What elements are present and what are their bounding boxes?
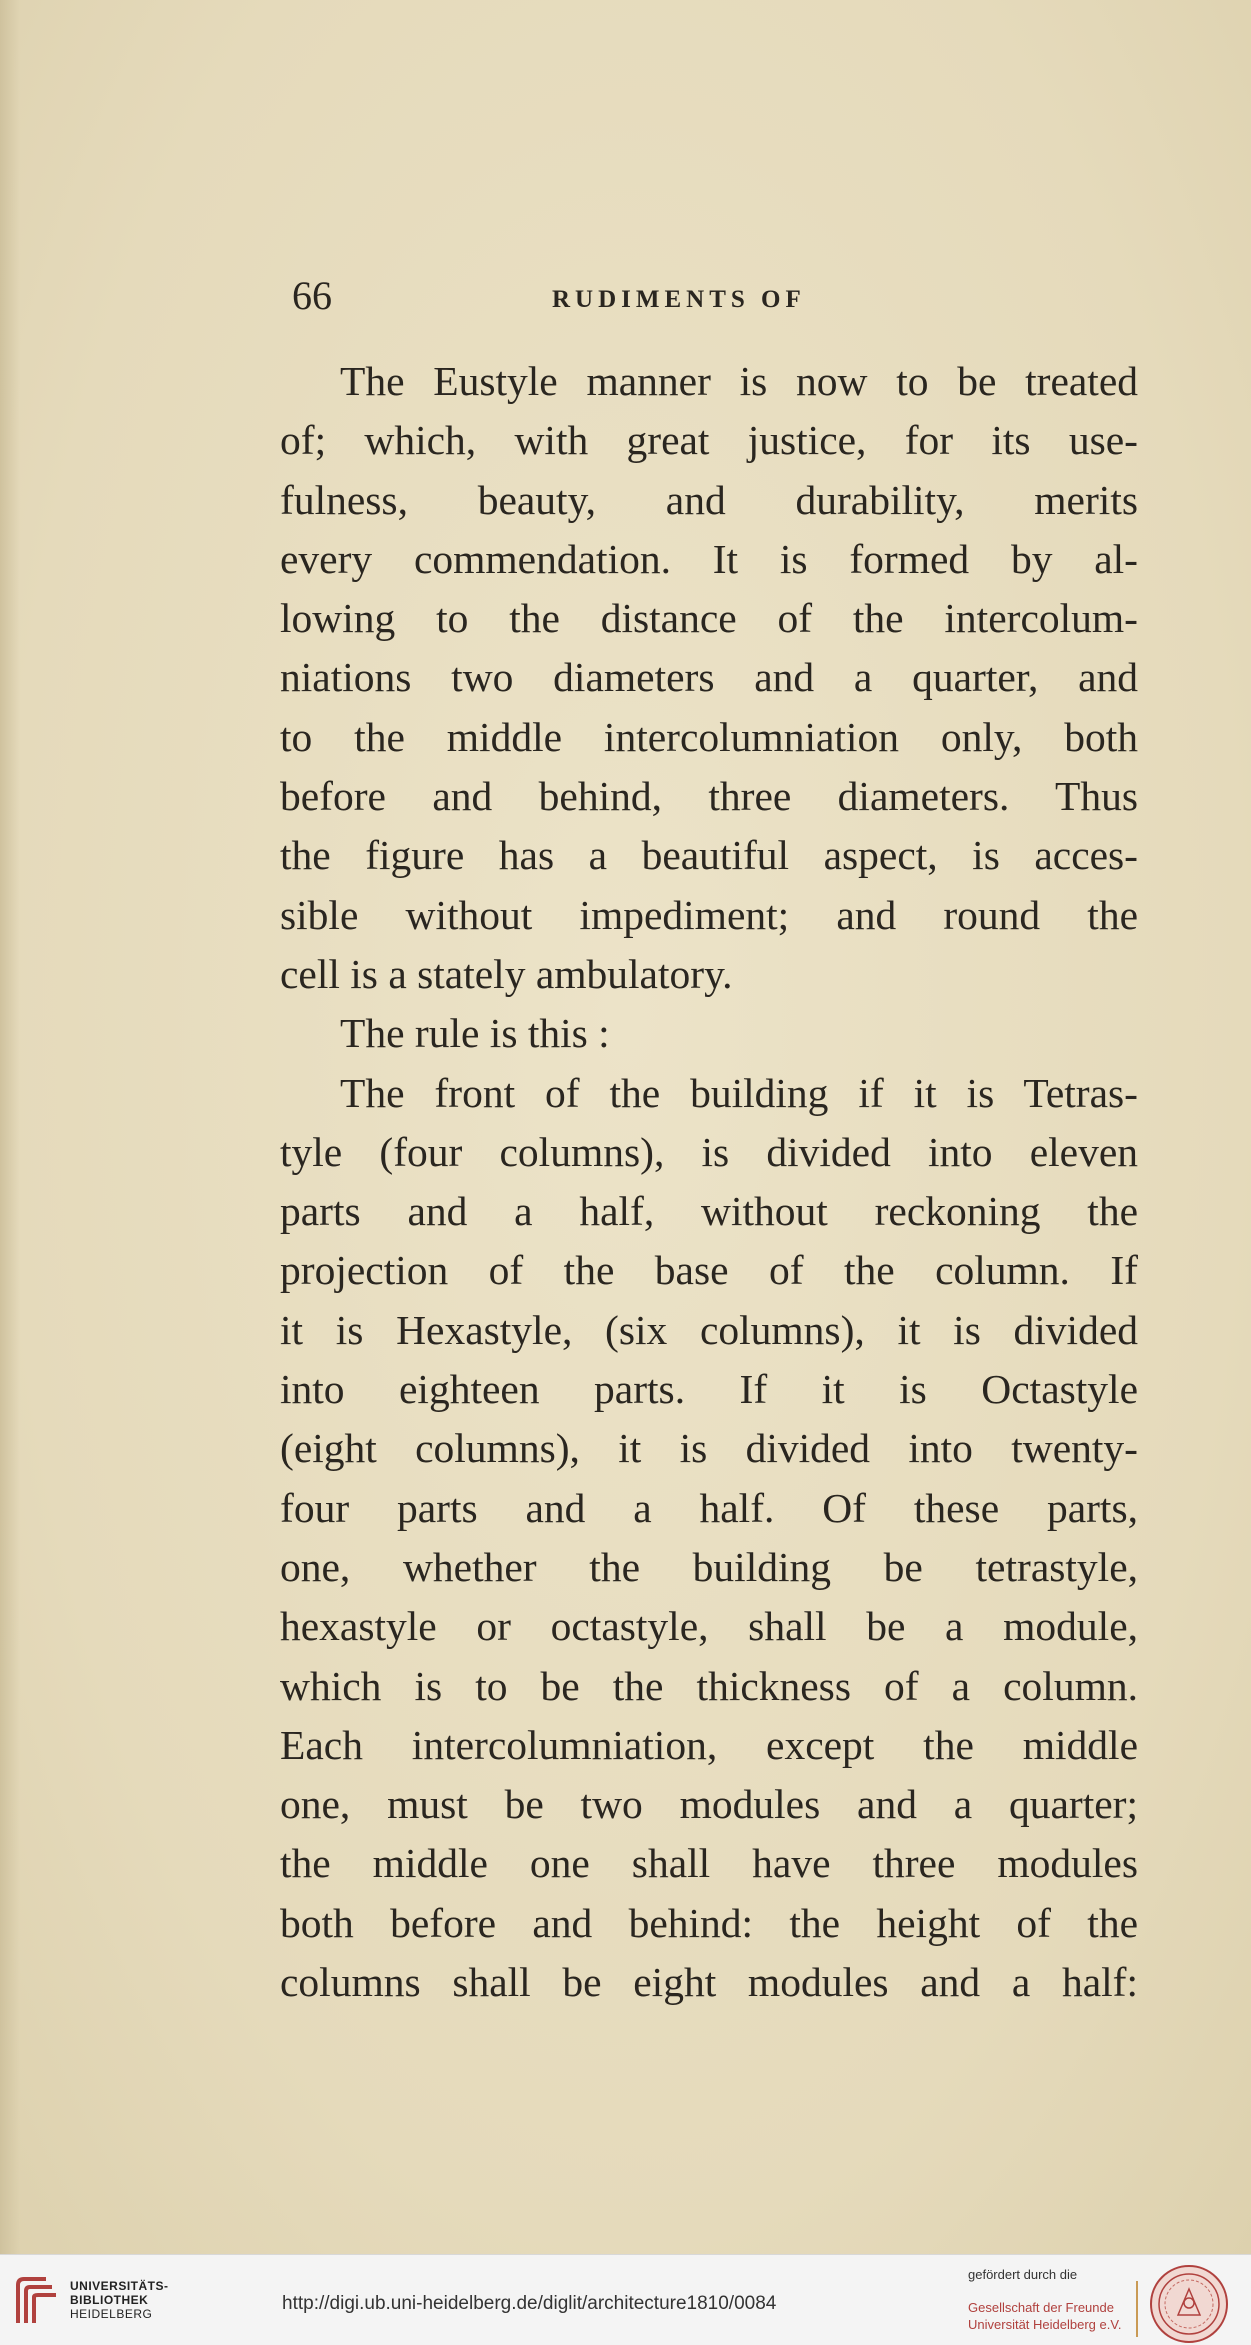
text-line: Each intercolumniation, except the middle <box>280 1721 1138 1768</box>
text-line: before and behind, three diameters. Thus <box>280 773 1138 820</box>
library-name-line: BIBLIOTHEK <box>70 2293 149 2307</box>
text-line: tyle (four columns), is divided into eleven <box>280 1128 1138 1175</box>
text-line: cell is a stately ambulatory. <box>280 950 733 997</box>
text-line: one, whether the building be tetrastyle, <box>280 1543 1138 1590</box>
page-header <box>282 272 1132 332</box>
body-text <box>280 352 1138 2012</box>
text-line: The Eustyle manner is now to be treated <box>340 358 1138 404</box>
text-line: the figure has a beautiful aspect, is acces- <box>280 832 1138 879</box>
sponsor-name-line: Gesellschaft der Freunde <box>968 2300 1114 2315</box>
text-line: both before and behind: the height of the <box>280 1899 1138 1946</box>
text-line: of; which, with great justice, for its use- <box>280 417 1138 464</box>
viewer-footer <box>0 2254 1251 2345</box>
text-line: projection of the base of the column. If <box>280 1247 1138 1294</box>
permalink-url[interactable]: http://digi.ub.uni-heidelberg.de/diglit/architecture1810/0084 <box>282 2293 777 2314</box>
text-line: lowing to the distance of the intercolum- <box>280 595 1138 642</box>
sponsor-label: gefördert durch die <box>968 2267 1078 2282</box>
text-line: the middle one shall have three modules <box>280 1840 1138 1887</box>
library-name <box>70 2279 169 2321</box>
sponsor-divider <box>1136 2281 1138 2337</box>
text-line: to the middle intercolumniation only, both <box>280 713 1138 760</box>
text-line: The rule is this : <box>340 1010 610 1057</box>
text-line: hexastyle or octastyle, shall be a module, <box>280 1603 1138 1650</box>
text-line: into eighteen parts. If it is Octastyle <box>280 1366 1138 1413</box>
text-line: The front of the building if it is Tetras- <box>340 1069 1138 1116</box>
text-line: fulness, beauty, and durability, merits <box>280 476 1138 523</box>
text-line: niations two diameters and a quarter, and <box>280 654 1138 701</box>
text-line: one, must be two modules and a quarter; <box>280 1781 1138 1828</box>
text-line: parts and a half, without reckoning the <box>280 1188 1138 1235</box>
text-line: (eight columns), it is divided into twenty- <box>280 1425 1138 1472</box>
text-line: columns shall be eight modules and a half: <box>280 1959 1138 2006</box>
university-seal-icon <box>1148 2263 1230 2345</box>
page-number: 66 <box>292 273 332 318</box>
university-library-logo-icon[interactable] <box>12 2273 60 2329</box>
text-line: four parts and a half. Of these parts, <box>280 1484 1138 1531</box>
text-line: which is to be the thickness of a column. <box>280 1662 1138 1709</box>
text-line: every commendation. It is formed by al- <box>280 535 1138 582</box>
library-name-line: UNIVERSITÄTS- <box>70 2279 169 2293</box>
running-title: RUDIMENTS OF <box>552 286 806 313</box>
page-edge-shadow <box>0 0 20 2254</box>
library-name-line: HEIDELBERG <box>70 2307 153 2321</box>
sponsor-name-line: Universität Heidelberg e.V. <box>968 2317 1122 2332</box>
text-line: sible without impediment; and round the <box>280 891 1138 938</box>
sponsor-name[interactable] <box>968 2299 1121 2333</box>
text-line: it is Hexastyle, (six columns), it is divided <box>280 1306 1138 1353</box>
